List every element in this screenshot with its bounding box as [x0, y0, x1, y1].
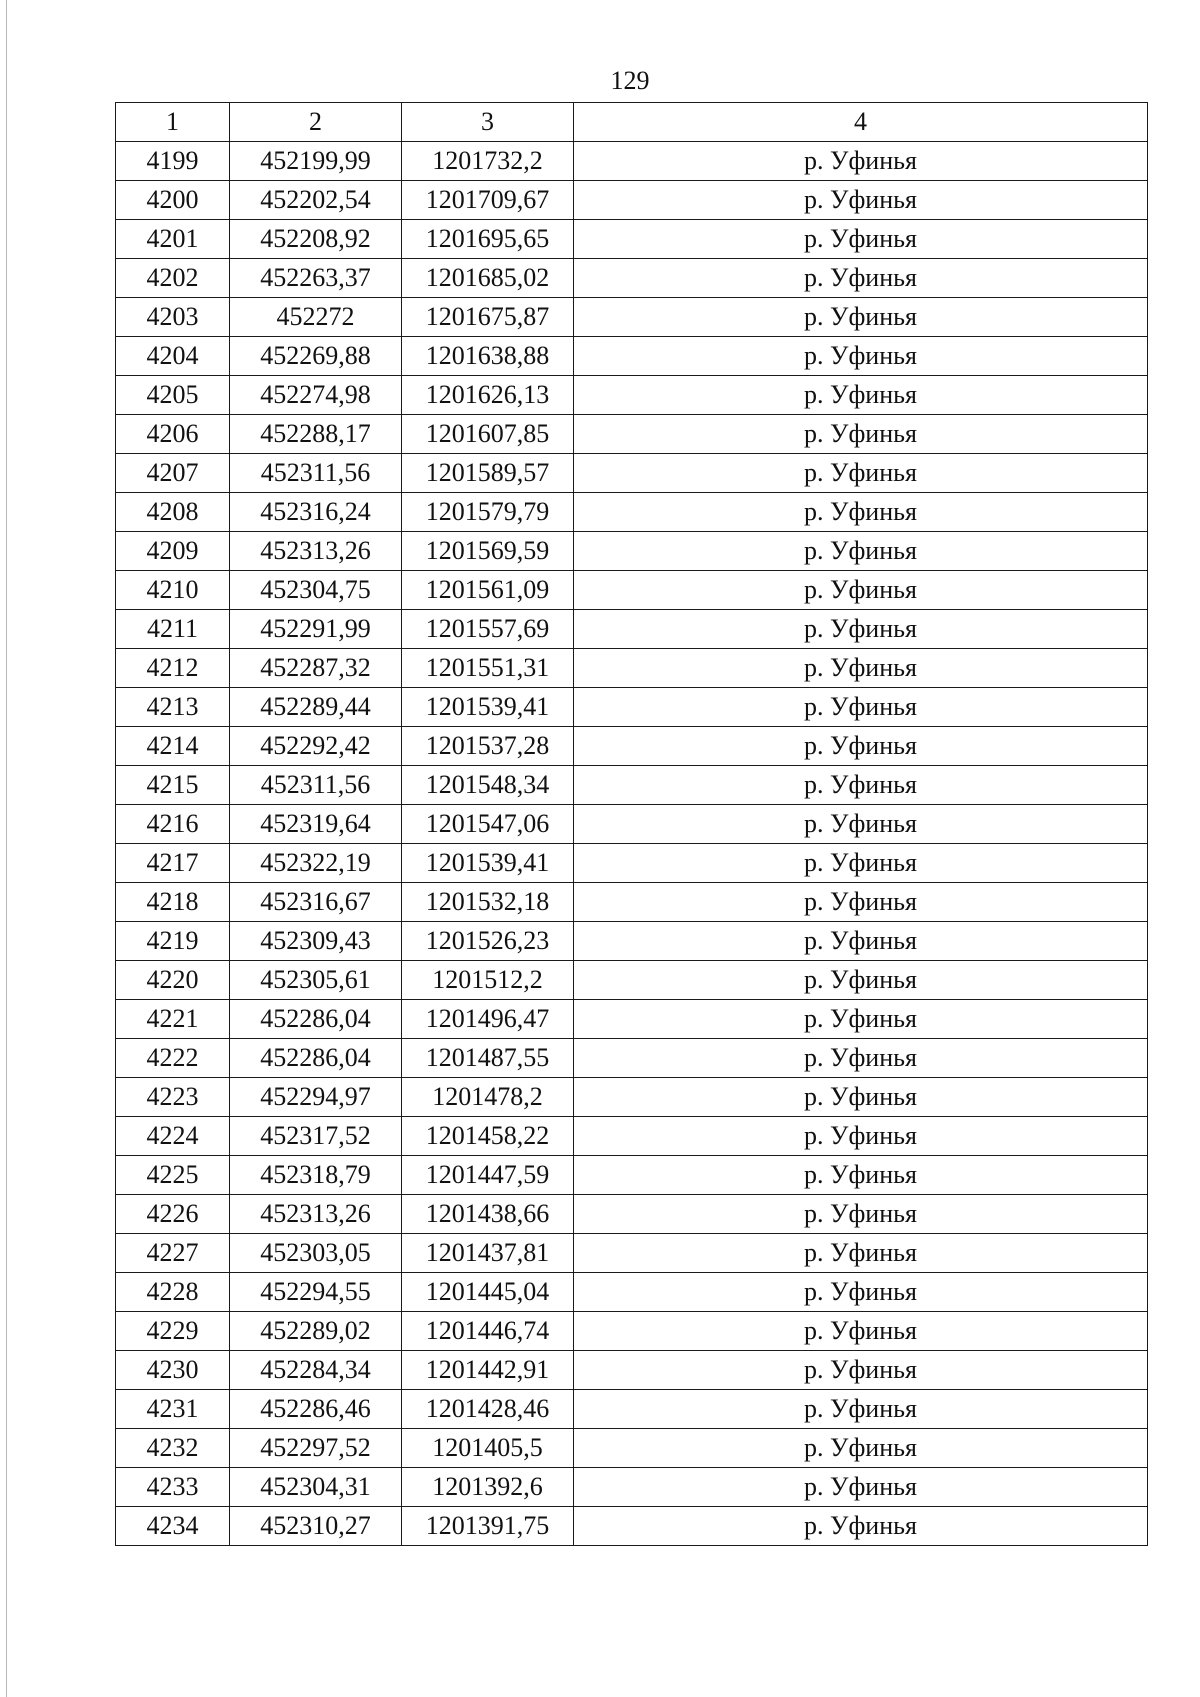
- table-row: [116, 1273, 1148, 1312]
- header-cell-1: 1: [116, 103, 230, 142]
- point-number-cell: 4216: [116, 805, 230, 844]
- table-header: [116, 103, 1148, 142]
- y-coordinate-cell: 1201526,23: [402, 922, 574, 961]
- point-number-cell: 4232: [116, 1429, 230, 1468]
- x-coordinate-cell: 452317,52: [230, 1117, 402, 1156]
- point-number-cell: 4214: [116, 727, 230, 766]
- x-coordinate-cell: 452289,02: [230, 1312, 402, 1351]
- point-number-cell: 4206: [116, 415, 230, 454]
- point-number-cell: 4221: [116, 1000, 230, 1039]
- x-coordinate-cell: 452269,88: [230, 337, 402, 376]
- table-row: [116, 337, 1148, 376]
- description-cell: р. Уфинья: [574, 844, 1148, 883]
- y-coordinate-cell: 1201512,2: [402, 961, 574, 1000]
- description-cell: р. Уфинья: [574, 337, 1148, 376]
- x-coordinate-cell: 452294,97: [230, 1078, 402, 1117]
- x-coordinate-cell: 452289,44: [230, 688, 402, 727]
- x-coordinate-cell: 452294,55: [230, 1273, 402, 1312]
- table-row: [116, 1117, 1148, 1156]
- table-row: [116, 454, 1148, 493]
- table-row: [116, 922, 1148, 961]
- header-cell-4: 4: [574, 103, 1148, 142]
- description-cell: р. Уфинья: [574, 298, 1148, 337]
- point-number-cell: 4215: [116, 766, 230, 805]
- x-coordinate-cell: 452287,32: [230, 649, 402, 688]
- description-cell: р. Уфинья: [574, 1000, 1148, 1039]
- y-coordinate-cell: 1201437,81: [402, 1234, 574, 1273]
- y-coordinate-cell: 1201607,85: [402, 415, 574, 454]
- y-coordinate-cell: 1201391,75: [402, 1507, 574, 1546]
- x-coordinate-cell: 452292,42: [230, 727, 402, 766]
- y-coordinate-cell: 1201447,59: [402, 1156, 574, 1195]
- table-row: [116, 766, 1148, 805]
- table-row: [116, 1039, 1148, 1078]
- description-cell: р. Уфинья: [574, 610, 1148, 649]
- y-coordinate-cell: 1201685,02: [402, 259, 574, 298]
- y-coordinate-cell: 1201438,66: [402, 1195, 574, 1234]
- description-cell: р. Уфинья: [574, 922, 1148, 961]
- point-number-cell: 4212: [116, 649, 230, 688]
- x-coordinate-cell: 452313,26: [230, 1195, 402, 1234]
- y-coordinate-cell: 1201487,55: [402, 1039, 574, 1078]
- y-coordinate-cell: 1201446,74: [402, 1312, 574, 1351]
- point-number-cell: 4234: [116, 1507, 230, 1546]
- point-number-cell: 4222: [116, 1039, 230, 1078]
- description-cell: р. Уфинья: [574, 688, 1148, 727]
- description-cell: р. Уфинья: [574, 220, 1148, 259]
- x-coordinate-cell: 452274,98: [230, 376, 402, 415]
- table-row: [116, 259, 1148, 298]
- table-row: [116, 532, 1148, 571]
- y-coordinate-cell: 1201496,47: [402, 1000, 574, 1039]
- point-number-cell: 4204: [116, 337, 230, 376]
- y-coordinate-cell: 1201557,69: [402, 610, 574, 649]
- x-coordinate-cell: 452309,43: [230, 922, 402, 961]
- description-cell: р. Уфинья: [574, 415, 1148, 454]
- point-number-cell: 4218: [116, 883, 230, 922]
- y-coordinate-cell: 1201638,88: [402, 337, 574, 376]
- description-cell: р. Уфинья: [574, 1195, 1148, 1234]
- description-cell: р. Уфинья: [574, 1429, 1148, 1468]
- table-body: [116, 142, 1148, 1546]
- description-cell: р. Уфинья: [574, 1312, 1148, 1351]
- description-cell: р. Уфинья: [574, 259, 1148, 298]
- y-coordinate-cell: 1201539,41: [402, 844, 574, 883]
- table-row: [116, 1468, 1148, 1507]
- y-coordinate-cell: 1201392,6: [402, 1468, 574, 1507]
- x-coordinate-cell: 452286,46: [230, 1390, 402, 1429]
- description-cell: р. Уфинья: [574, 181, 1148, 220]
- point-number-cell: 4230: [116, 1351, 230, 1390]
- x-coordinate-cell: 452286,04: [230, 1000, 402, 1039]
- y-coordinate-cell: 1201709,67: [402, 181, 574, 220]
- header-cell-3: 3: [402, 103, 574, 142]
- y-coordinate-cell: 1201428,46: [402, 1390, 574, 1429]
- description-cell: р. Уфинья: [574, 1468, 1148, 1507]
- point-number-cell: 4209: [116, 532, 230, 571]
- y-coordinate-cell: 1201442,91: [402, 1351, 574, 1390]
- point-number-cell: 4233: [116, 1468, 230, 1507]
- y-coordinate-cell: 1201445,04: [402, 1273, 574, 1312]
- x-coordinate-cell: 452303,05: [230, 1234, 402, 1273]
- table-row: [116, 298, 1148, 337]
- x-coordinate-cell: 452208,92: [230, 220, 402, 259]
- x-coordinate-cell: 452304,75: [230, 571, 402, 610]
- y-coordinate-cell: 1201537,28: [402, 727, 574, 766]
- point-number-cell: 4224: [116, 1117, 230, 1156]
- table-row: [116, 220, 1148, 259]
- x-coordinate-cell: 452202,54: [230, 181, 402, 220]
- point-number-cell: 4219: [116, 922, 230, 961]
- x-coordinate-cell: 452311,56: [230, 454, 402, 493]
- x-coordinate-cell: 452318,79: [230, 1156, 402, 1195]
- table-row: [116, 1234, 1148, 1273]
- description-cell: р. Уфинья: [574, 1117, 1148, 1156]
- point-number-cell: 4207: [116, 454, 230, 493]
- point-number-cell: 4226: [116, 1195, 230, 1234]
- description-cell: р. Уфинья: [574, 883, 1148, 922]
- point-number-cell: 4205: [116, 376, 230, 415]
- x-coordinate-cell: 452319,64: [230, 805, 402, 844]
- description-cell: р. Уфинья: [574, 1156, 1148, 1195]
- point-number-cell: 4203: [116, 298, 230, 337]
- x-coordinate-cell: 452288,17: [230, 415, 402, 454]
- table-row: [116, 727, 1148, 766]
- y-coordinate-cell: 1201548,34: [402, 766, 574, 805]
- description-cell: р. Уфинья: [574, 727, 1148, 766]
- x-coordinate-cell: 452310,27: [230, 1507, 402, 1546]
- y-coordinate-cell: 1201458,22: [402, 1117, 574, 1156]
- table-row: [116, 571, 1148, 610]
- description-cell: р. Уфинья: [574, 766, 1148, 805]
- point-number-cell: 4200: [116, 181, 230, 220]
- table-row: [116, 688, 1148, 727]
- point-number-cell: 4229: [116, 1312, 230, 1351]
- x-coordinate-cell: 452322,19: [230, 844, 402, 883]
- table-row: [116, 1390, 1148, 1429]
- x-coordinate-cell: 452291,99: [230, 610, 402, 649]
- x-coordinate-cell: 452316,24: [230, 493, 402, 532]
- description-cell: р. Уфинья: [574, 1078, 1148, 1117]
- point-number-cell: 4208: [116, 493, 230, 532]
- table-row: [116, 1078, 1148, 1117]
- point-number-cell: 4217: [116, 844, 230, 883]
- description-cell: р. Уфинья: [574, 649, 1148, 688]
- x-coordinate-cell: 452305,61: [230, 961, 402, 1000]
- table-row: [116, 649, 1148, 688]
- table-row: [116, 1351, 1148, 1390]
- table-row: [116, 961, 1148, 1000]
- x-coordinate-cell: 452313,26: [230, 532, 402, 571]
- y-coordinate-cell: 1201695,65: [402, 220, 574, 259]
- table-row: [116, 805, 1148, 844]
- description-cell: р. Уфинья: [574, 376, 1148, 415]
- point-number-cell: 4211: [116, 610, 230, 649]
- x-coordinate-cell: 452286,04: [230, 1039, 402, 1078]
- header-row: [116, 103, 1148, 142]
- table-row: [116, 1507, 1148, 1546]
- table-row: [116, 181, 1148, 220]
- description-cell: р. Уфинья: [574, 1273, 1148, 1312]
- y-coordinate-cell: 1201561,09: [402, 571, 574, 610]
- x-coordinate-cell: 452316,67: [230, 883, 402, 922]
- page-number: 129: [610, 66, 650, 95]
- description-cell: р. Уфинья: [574, 1507, 1148, 1546]
- x-coordinate-cell: 452284,34: [230, 1351, 402, 1390]
- table-row: [116, 1156, 1148, 1195]
- description-cell: р. Уфинья: [574, 805, 1148, 844]
- header-cell-2: 2: [230, 103, 402, 142]
- y-coordinate-cell: 1201478,2: [402, 1078, 574, 1117]
- table-row: [116, 415, 1148, 454]
- table-row: [116, 142, 1148, 181]
- table-row: [116, 883, 1148, 922]
- table-row: [116, 1000, 1148, 1039]
- y-coordinate-cell: 1201732,2: [402, 142, 574, 181]
- description-cell: р. Уфинья: [574, 1234, 1148, 1273]
- x-coordinate-cell: 452311,56: [230, 766, 402, 805]
- x-coordinate-cell: 452263,37: [230, 259, 402, 298]
- point-number-cell: 4231: [116, 1390, 230, 1429]
- coordinates-table: [115, 102, 1148, 1546]
- y-coordinate-cell: 1201539,41: [402, 688, 574, 727]
- table-row: [116, 844, 1148, 883]
- y-coordinate-cell: 1201569,59: [402, 532, 574, 571]
- point-number-cell: 4210: [116, 571, 230, 610]
- y-coordinate-cell: 1201589,57: [402, 454, 574, 493]
- point-number-cell: 4213: [116, 688, 230, 727]
- description-cell: р. Уфинья: [574, 142, 1148, 181]
- x-coordinate-cell: 452272: [230, 298, 402, 337]
- table-row: [116, 610, 1148, 649]
- table-row: [116, 1429, 1148, 1468]
- page-edge-line: [6, 0, 7, 1697]
- y-coordinate-cell: 1201405,5: [402, 1429, 574, 1468]
- point-number-cell: 4199: [116, 142, 230, 181]
- table-row: [116, 493, 1148, 532]
- table-row: [116, 376, 1148, 415]
- description-cell: р. Уфинья: [574, 532, 1148, 571]
- table-row: [116, 1195, 1148, 1234]
- point-number-cell: 4228: [116, 1273, 230, 1312]
- description-cell: р. Уфинья: [574, 571, 1148, 610]
- point-number-cell: 4225: [116, 1156, 230, 1195]
- description-cell: р. Уфинья: [574, 493, 1148, 532]
- description-cell: р. Уфинья: [574, 961, 1148, 1000]
- point-number-cell: 4202: [116, 259, 230, 298]
- point-number-cell: 4223: [116, 1078, 230, 1117]
- x-coordinate-cell: 452297,52: [230, 1429, 402, 1468]
- description-cell: р. Уфинья: [574, 1039, 1148, 1078]
- y-coordinate-cell: 1201551,31: [402, 649, 574, 688]
- x-coordinate-cell: 452304,31: [230, 1468, 402, 1507]
- table-row: [116, 1312, 1148, 1351]
- x-coordinate-cell: 452199,99: [230, 142, 402, 181]
- y-coordinate-cell: 1201579,79: [402, 493, 574, 532]
- y-coordinate-cell: 1201532,18: [402, 883, 574, 922]
- description-cell: р. Уфинья: [574, 1351, 1148, 1390]
- y-coordinate-cell: 1201547,06: [402, 805, 574, 844]
- y-coordinate-cell: 1201626,13: [402, 376, 574, 415]
- point-number-cell: 4201: [116, 220, 230, 259]
- description-cell: р. Уфинья: [574, 1390, 1148, 1429]
- y-coordinate-cell: 1201675,87: [402, 298, 574, 337]
- point-number-cell: 4220: [116, 961, 230, 1000]
- point-number-cell: 4227: [116, 1234, 230, 1273]
- description-cell: р. Уфинья: [574, 454, 1148, 493]
